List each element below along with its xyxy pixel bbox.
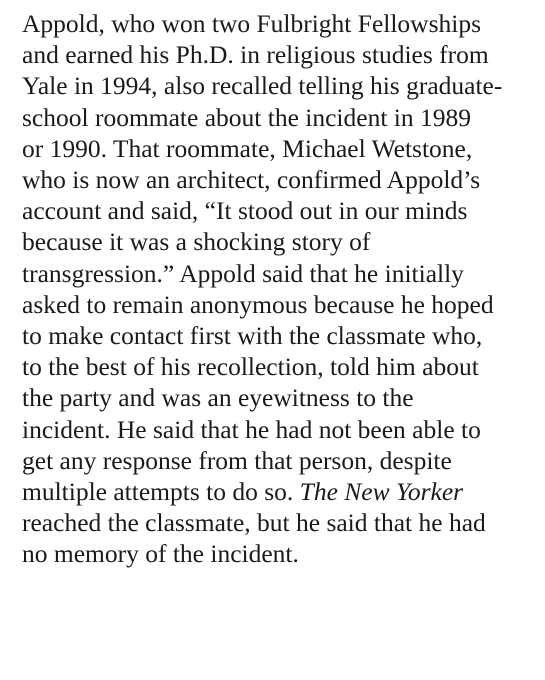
- text-line-16: [22, 476, 545, 507]
- text-line-5: or 1990. That roommate, Michael Wetstone,: [22, 133, 473, 163]
- text-line-16-content: multiple attempts to do so.: [22, 477, 294, 507]
- text-line-11: to make contact first with the classmate who,: [22, 321, 483, 351]
- text-line-12: to the best of his recollection, told him about: [22, 352, 479, 382]
- text-line-14: incident. He said that he had not been able to: [22, 414, 481, 444]
- text-line-7: account and said, “It stood out in our minds: [22, 196, 468, 226]
- article-paragraph: [22, 8, 545, 570]
- text-line-9: transgression.” Appold said that he initially: [22, 258, 464, 288]
- text-line-1: Appold, who won two Fulbright Fellowships: [22, 9, 482, 38]
- text-line-3: Yale in 1994, also recalled telling his graduate-: [22, 71, 503, 101]
- text-line-13: the party and was an eyewitness to the: [22, 383, 414, 413]
- text-line-4: school roommate about the incident in 1989: [22, 102, 471, 132]
- text-line-10: asked to remain anonymous because he hoped: [22, 289, 494, 319]
- text-line-8: because it was a shocking story of: [22, 227, 371, 257]
- text-line-17: reached the classmate, but he said that he had: [22, 508, 486, 538]
- text-line-18: no memory of the incident.: [22, 539, 299, 569]
- text-line-2: and earned his Ph.D. in religious studies from: [22, 40, 489, 70]
- publication-name: The New Yorker: [299, 477, 464, 507]
- text-line-6: who is now an architect, confirmed Appold’s: [22, 165, 481, 195]
- text-line-15: get any response from that person, despite: [22, 445, 452, 475]
